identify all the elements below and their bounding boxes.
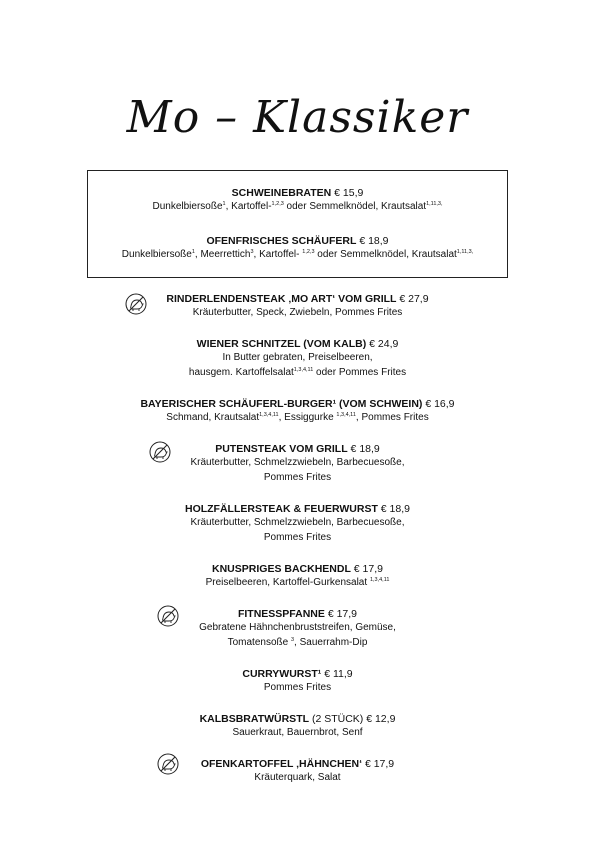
dish-title: OFENKARTOFFEL ‚HÄHNCHEN‘ [200,758,363,770]
dish-price: € 12,9 [363,713,396,725]
dish-description: hausgem. Kartoffelsalat$^{1,3,4,11}$ oder Pommes Frites [188,366,407,378]
dish-description: Sauerkraut, Bauernbrot, Senf [232,727,363,738]
dish-description: Dunkelbiersoße$^1$, Meerrettich$^3$, Kartoffel- $^{1,2,3}$ oder Semmelknödel, Krautsalat$^{1,11,3,}$ [121,249,474,260]
dish-description: Pommes Frites [263,531,332,543]
dish-description: Kräuterbutter, Speck, Zwiebeln, Pommes Frites [192,307,403,318]
dish-description: Preiselbeeren, Kartoffel-Gurkensalat $^{1,3,4,11}$ [205,577,390,588]
dish-price: € 15,9 [331,187,364,199]
dish-name [0,667,595,681]
allergen-footnote: 1,2,3 [302,249,315,255]
menu-item [0,442,595,485]
dish-description: Pommes Frites [263,682,332,693]
dish-name [0,757,595,771]
dish-description: Tomatensoße $^3$, Sauerrahm-Dip [227,636,368,648]
dish-name [0,397,595,411]
dish-description: Kräuterquark, Salat [254,772,341,783]
dish-name-extra: (2 STÜCK) [309,713,364,725]
dish-description: Dunkelbiersoße$^1$, Kartoffel-$^{1,2,3}$ oder Semmelknödel, Krautsalat$^{1,11,3,}$ [152,201,443,212]
allergen-footnote: 1,11,3, [426,201,443,207]
dish-price: € 18,9 [377,503,410,515]
dish-name [0,607,595,621]
menu-item [0,397,595,426]
dish-price: € 17,9 [350,563,383,575]
dish-price: € 17,9 [362,758,395,770]
allergen-footnote: 1,3,4,11 [293,366,314,373]
menu-item [0,667,595,696]
dish-title: HOLZFÄLLERSTEAK & FEUERWURST [184,503,378,515]
allergen-footnote: 1 [222,201,226,207]
dish-description: Kräuterbutter, Schmelzzwiebeln, Barbecuesoße, [190,517,405,528]
dish-price: € 24,9 [366,338,399,350]
no-pork-icon [148,440,172,464]
dish-description: In Butter gebraten, Preiselbeeren, [222,352,373,363]
allergen-footnote: 1,3,4,11 [369,577,390,583]
page-title: Mo – Klassiker [126,92,469,143]
dish-title: KNUSPRIGES BACKHENDL [212,563,351,575]
dish-title: BAYERISCHER SCHÄUFERL-BURGER¹ (VOM SCHWEIN) [140,398,423,410]
allergen-footnote: 1,11,3, [456,249,474,255]
dish-description: Gebratene Hähnchenbruststreifen, Gemüse, [199,622,396,633]
dish-title: PUTENSTEAK VOM GRILL [215,443,348,455]
dish-name [0,502,595,516]
allergen-footnote: 1 [191,249,195,255]
dish-title: SCHWEINEBRATEN [231,187,332,199]
no-pork-icon [124,292,148,316]
dish-price: € 18,9 [356,235,389,247]
menu-item [0,607,595,650]
dish-name [0,292,595,306]
dish-name [0,186,595,200]
dish-name [0,562,595,576]
dish-name [0,712,595,726]
menu-item [0,292,595,321]
dish-title: RINDERLENDENSTEAK ‚MO ART‘ VOM GRILL [166,293,397,305]
dish-title: WIENER SCHNITZEL (VOM KALB) [196,338,367,350]
menu-item [0,234,595,263]
dish-title: KALBSBRATWÜRSTL [199,713,310,725]
menu-item [0,186,595,215]
menu-item [0,757,595,786]
menu-item [0,337,595,380]
dish-title: FITNESSPFANNE [237,608,325,620]
dish-name [0,234,595,248]
no-pork-icon [156,752,180,776]
dish-title: CURRYWURST¹ [242,668,322,680]
allergen-footnote: 1,3,4,11 [259,412,279,418]
dish-price: € 27,9 [396,293,429,305]
dish-price: € 11,9 [321,668,353,680]
dish-name [0,337,595,351]
allergen-footnote: 3 [290,636,295,643]
dish-name [0,442,595,456]
menu-item [0,502,595,545]
dish-title: OFENFRISCHES SCHÄUFERL [206,235,357,247]
allergen-footnote: 3 [250,249,254,255]
dish-description: Schmand, Krautsalat$^{1,3,4,11}$, Essiggurke $^{1,3,4,11}$, Pommes Frites [166,412,429,423]
dish-description: Pommes Frites [263,471,332,483]
menu-item [0,562,595,591]
dish-price: € 16,9 [422,398,455,410]
dish-price: € 17,9 [324,608,358,620]
menu-item [0,712,595,741]
no-pork-icon [156,604,180,628]
allergen-footnote: 1,3,4,11 [336,412,356,418]
dish-description: Kräuterbutter, Schmelzzwiebeln, Barbecuesoße, [190,457,405,468]
allergen-footnote: 1,2,3 [271,201,284,207]
dish-price: € 18,9 [347,443,380,455]
